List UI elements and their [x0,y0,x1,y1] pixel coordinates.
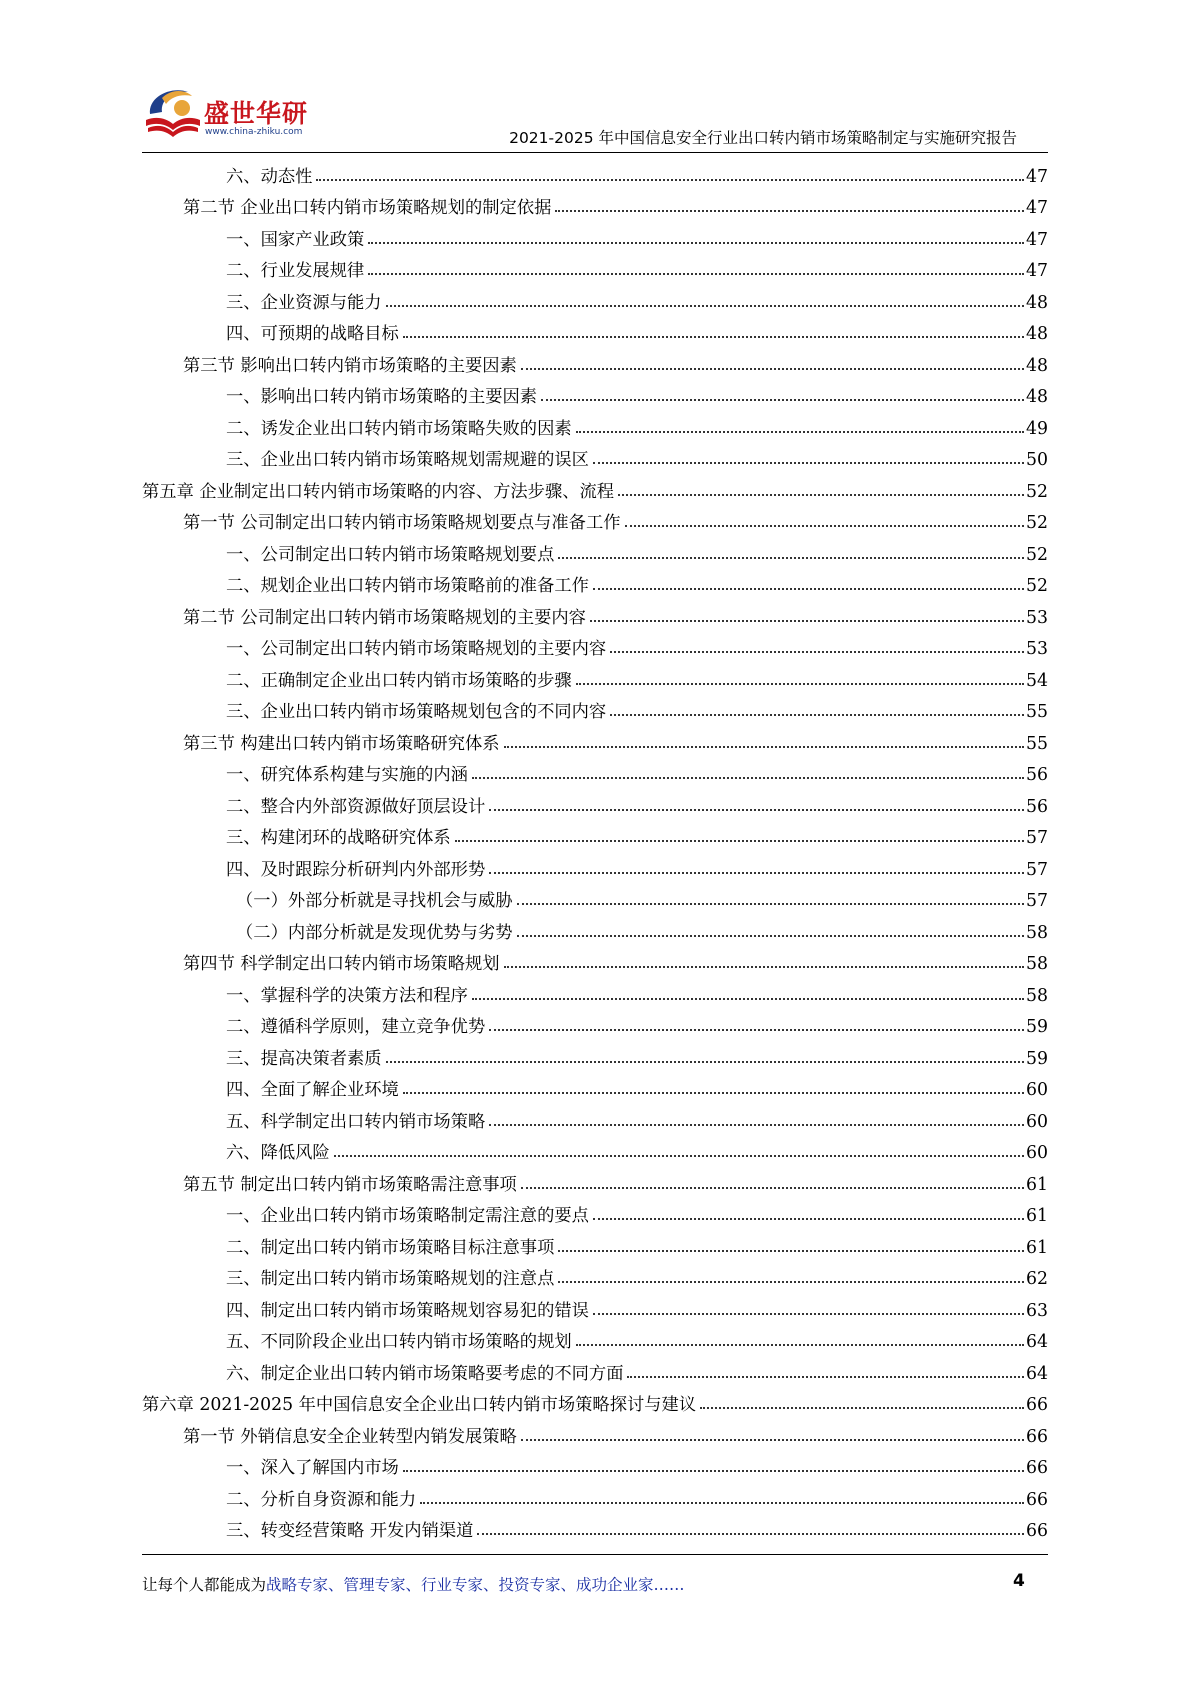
toc-entry-page: 60 [1026,1080,1048,1100]
toc-entry-page: 47 [1026,198,1048,218]
toc-dot-leader [403,1470,1024,1472]
toc-entry-page: 60 [1026,1143,1048,1163]
toc-entry[interactable] [142,820,1048,852]
toc-entry[interactable] [142,1450,1048,1482]
footer-slogan [142,1573,685,1595]
toc-dot-leader [555,210,1024,212]
toc-entry[interactable] [142,631,1048,663]
toc-dot-leader [521,1187,1024,1189]
toc-entry-title: 五、不同阶段企业出口转内销市场策略的规划 [226,1332,572,1352]
toc-dot-leader [504,966,1024,968]
toc-entry[interactable] [142,1261,1048,1293]
toc-entry-page: 62 [1026,1269,1048,1289]
toc-dot-leader [477,1533,1024,1535]
toc-entry-title: 一、公司制定出口转内销市场策略规划要点 [226,544,555,565]
toc-entry-page: 61 [1026,1206,1048,1226]
toc-entry[interactable] [142,1166,1048,1198]
toc-entry-title: 第六章 2021-2025 年中国信息安全企业出口转内销市场策略探讨与建议 [142,1395,697,1415]
toc-entry-title: 二、整合内外部资源做好顶层设计 [226,796,486,817]
toc-dot-leader [590,620,1024,622]
toc-entry-title: 第五节 制定出口转内销市场策略需注意事项 [183,1174,517,1195]
toc-entry[interactable] [142,1387,1048,1419]
toc-entry[interactable] [142,977,1048,1009]
toc-entry-page: 58 [1026,922,1048,943]
toc-entry[interactable] [142,1040,1048,1072]
toc-dot-leader [517,903,1024,905]
toc-entry-page: 66 [1026,1426,1048,1447]
toc-entry-page: 57 [1026,891,1048,911]
toc-dot-leader [517,935,1024,937]
toc-entry[interactable] [142,1513,1048,1545]
toc-dot-leader [420,1502,1024,1504]
toc-dot-leader [541,399,1024,401]
toc-entry-page: 59 [1026,1017,1048,1037]
toc-entry-title: 四、可预期的战略目标 [226,324,399,344]
toc-entry-page: 52 [1026,513,1048,533]
toc-entry-title: 四、及时跟踪分析研判内外部形势 [226,859,486,880]
report-title: 2021-2025 年中国信息安全行业出口转内销市场策略制定与实施研究报告 [509,129,1017,147]
toc-entry-title: 二、行业发展规律 [226,261,365,281]
toc-entry[interactable] [142,883,1048,915]
toc-entry[interactable] [142,568,1048,600]
toc-entry-title: 三、提高决策者素质 [226,1048,382,1069]
toc-entry[interactable] [142,946,1048,978]
toc-dot-leader [593,462,1024,464]
toc-entry[interactable] [142,662,1048,694]
toc-dot-leader [504,746,1024,748]
toc-entry-page: 66 [1026,1489,1048,1510]
toc-entry-page: 61 [1026,1174,1048,1195]
table-of-contents [142,158,1048,1544]
toc-entry-page: 54 [1026,670,1048,691]
toc-entry-page: 49 [1026,418,1048,439]
book-swoosh-logo-icon [142,84,204,142]
toc-entry[interactable] [142,1229,1048,1261]
toc-entry[interactable] [142,851,1048,883]
toc-entry[interactable] [142,1481,1048,1513]
toc-entry-title: 一、研究体系构建与实施的内涵 [226,765,468,785]
toc-entry-title: 一、企业出口转内销市场策略制定需注意的要点 [226,1206,589,1226]
toc-entry-title: 六、动态性 [226,166,313,187]
toc-dot-leader [489,809,1024,811]
toc-dot-leader [593,1218,1024,1220]
toc-entry[interactable] [142,316,1048,348]
toc-entry-title: 三、转变经营策略 开发内销渠道 [226,1521,474,1541]
toc-dot-leader [610,651,1024,653]
toc-entry[interactable] [142,725,1048,757]
toc-entry-title: 三、企业出口转内销市场策略规划包含的不同内容 [226,702,607,722]
toc-entry-title: 五、科学制定出口转内销市场策略 [226,1111,486,1132]
toc-dot-leader [558,557,1024,559]
toc-dot-leader [368,273,1024,275]
toc-entry-title: 第一节 公司制定出口转内销市场策略规划要点与准备工作 [183,513,621,533]
toc-entry[interactable] [142,536,1048,568]
toc-entry-page: 57 [1026,859,1048,880]
toc-dot-leader [334,1155,1024,1157]
toc-entry-page: 53 [1026,607,1048,628]
toc-entry-page: 57 [1026,828,1048,848]
page-header [0,0,1191,150]
toc-entry-title: 四、制定出口转内销市场策略规划容易犯的错误 [226,1300,589,1321]
toc-entry-title: 二、规划企业出口转内销市场策略前的准备工作 [226,576,589,596]
toc-entry-title: 二、分析自身资源和能力 [226,1489,417,1510]
toc-entry-page: 48 [1026,324,1048,344]
toc-dot-leader [593,588,1024,590]
header-divider [142,152,1048,153]
toc-entry[interactable] [142,473,1048,505]
toc-entry-page: 50 [1026,450,1048,470]
toc-entry-page: 47 [1026,261,1048,281]
toc-entry[interactable] [142,505,1048,537]
toc-dot-leader [455,840,1024,842]
toc-entry[interactable] [142,221,1048,253]
toc-dot-leader [489,1029,1024,1031]
toc-entry-page: 58 [1026,985,1048,1006]
toc-entry-page: 55 [1026,733,1048,754]
toc-entry-page: 63 [1026,1300,1048,1321]
toc-dot-leader [403,1092,1024,1094]
toc-entry[interactable] [142,284,1048,316]
toc-dot-leader [625,525,1024,527]
toc-entry-title: 第四节 科学制定出口转内销市场策略规划 [183,954,500,974]
toc-entry-title: 第五章 企业制定出口转内销市场策略的内容、方法步骤、流程 [142,481,615,502]
toc-entry-page: 56 [1026,765,1048,785]
toc-dot-leader [489,872,1024,874]
toc-entry-title: 二、遵循科学原则，建立竞争优势 [226,1017,486,1037]
toc-entry-page: 52 [1026,576,1048,596]
toc-dot-leader [386,305,1024,307]
toc-entry-title: 六、制定企业出口转内销市场策略要考虑的不同方面 [226,1363,624,1384]
toc-entry-title: 第二节 企业出口转内销市场策略规划的制定依据 [183,198,552,218]
toc-dot-leader [576,431,1024,433]
toc-dot-leader [558,1281,1024,1283]
toc-entry-title: 六、降低风险 [226,1143,330,1163]
toc-dot-leader [403,336,1024,338]
toc-dot-leader [489,1124,1024,1126]
logo-website-url[interactable]: www.china-zhiku.com [205,127,303,137]
footer-slogan-prefix: 让每个人都能成为 [142,1576,267,1594]
toc-entry[interactable] [142,914,1048,946]
toc-entry-page: 56 [1026,796,1048,817]
toc-entry-title: 二、正确制定企业出口转内销市场策略的步骤 [226,670,572,691]
toc-entry-title: 一、影响出口转内销市场策略的主要因素 [226,387,538,407]
toc-dot-leader [521,1439,1024,1441]
toc-entry-title: （一）外部分析就是寻找机会与威胁 [236,891,513,911]
page-number: 4 [1013,1571,1025,1591]
toc-dot-leader [610,714,1024,716]
toc-dot-leader [472,998,1024,1000]
toc-entry-title: 一、国家产业政策 [226,229,365,250]
toc-entry[interactable] [142,442,1048,474]
toc-entry-page: 66 [1026,1521,1048,1541]
toc-entry-page: 60 [1026,1111,1048,1132]
toc-dot-leader [700,1407,1024,1409]
toc-entry-title: 一、公司制定出口转内销市场策略规划的主要内容 [226,639,607,659]
toc-entry-page: 64 [1026,1363,1048,1384]
toc-dot-leader [576,683,1024,685]
toc-entry-title: 四、全面了解企业环境 [226,1080,399,1100]
toc-entry[interactable] [142,1135,1048,1167]
toc-entry[interactable] [142,347,1048,379]
toc-entry-page: 47 [1026,166,1048,187]
toc-entry-page: 52 [1026,544,1048,565]
toc-entry-page: 66 [1026,1395,1048,1415]
toc-entry-title: 二、制定出口转内销市场策略目标注意事项 [226,1237,555,1258]
toc-entry[interactable] [142,1103,1048,1135]
toc-entry-title: 三、构建闭环的战略研究体系 [226,828,451,848]
toc-entry[interactable] [142,253,1048,285]
company-logo [142,84,312,144]
toc-entry-page: 47 [1026,229,1048,250]
toc-dot-leader [618,494,1024,496]
toc-dot-leader [593,1313,1024,1315]
toc-entry-page: 66 [1026,1458,1048,1478]
toc-entry-title: 一、深入了解国内市场 [226,1458,399,1478]
toc-dot-leader [386,1061,1024,1063]
toc-entry-page: 55 [1026,702,1048,722]
toc-entry-title: 三、制定出口转内销市场策略规划的注意点 [226,1269,555,1289]
toc-entry-title: 第三节 影响出口转内销市场策略的主要因素 [183,355,517,376]
toc-dot-leader [558,1250,1024,1252]
toc-entry-page: 64 [1026,1332,1048,1352]
toc-dot-leader [627,1376,1024,1378]
toc-dot-leader [576,1344,1024,1346]
toc-entry-title: 三、企业出口转内销市场策略规划需规避的误区 [226,450,589,470]
toc-entry-page: 53 [1026,639,1048,659]
toc-entry-page: 61 [1026,1237,1048,1258]
toc-dot-leader [472,777,1024,779]
toc-entry[interactable] [142,1292,1048,1324]
toc-entry[interactable] [142,158,1048,190]
toc-entry-title: （二）内部分析就是发现优势与劣势 [236,922,513,943]
toc-dot-leader [368,242,1024,244]
toc-entry[interactable] [142,788,1048,820]
toc-entry-title: 三、企业资源与能力 [226,292,382,313]
toc-entry[interactable] [142,1355,1048,1387]
toc-entry[interactable] [142,1072,1048,1104]
toc-dot-leader [521,368,1024,370]
toc-entry[interactable] [142,1009,1048,1041]
toc-entry[interactable] [142,757,1048,789]
toc-entry[interactable] [142,599,1048,631]
toc-entry-title: 第一节 外销信息安全企业转型内销发展策略 [183,1426,517,1447]
toc-entry-title: 一、掌握科学的决策方法和程序 [226,985,468,1006]
toc-entry-page: 48 [1026,292,1048,313]
toc-entry[interactable] [142,1418,1048,1450]
toc-dot-leader [316,179,1024,181]
footer-divider [142,1554,1048,1555]
toc-entry-title: 第三节 构建出口转内销市场策略研究体系 [183,733,500,754]
toc-entry-page: 59 [1026,1048,1048,1069]
logo-company-name: 盛世华研 [204,99,309,128]
toc-entry-page: 48 [1026,387,1048,407]
toc-entry[interactable] [142,1324,1048,1356]
toc-entry-title: 第二节 公司制定出口转内销市场策略规划的主要内容 [183,607,586,628]
toc-entry-title: 二、诱发企业出口转内销市场策略失败的因素 [226,418,572,439]
footer-slogan-highlight: 战略专家、管理专家、行业专家、投资专家、成功企业家…… [266,1576,685,1594]
toc-entry[interactable] [142,1198,1048,1230]
toc-entry[interactable] [142,410,1048,442]
toc-entry-page: 58 [1026,954,1048,974]
toc-entry-page: 52 [1026,481,1048,502]
toc-entry[interactable] [142,190,1048,222]
toc-entry[interactable] [142,379,1048,411]
toc-entry[interactable] [142,694,1048,726]
toc-entry-page: 48 [1026,355,1048,376]
